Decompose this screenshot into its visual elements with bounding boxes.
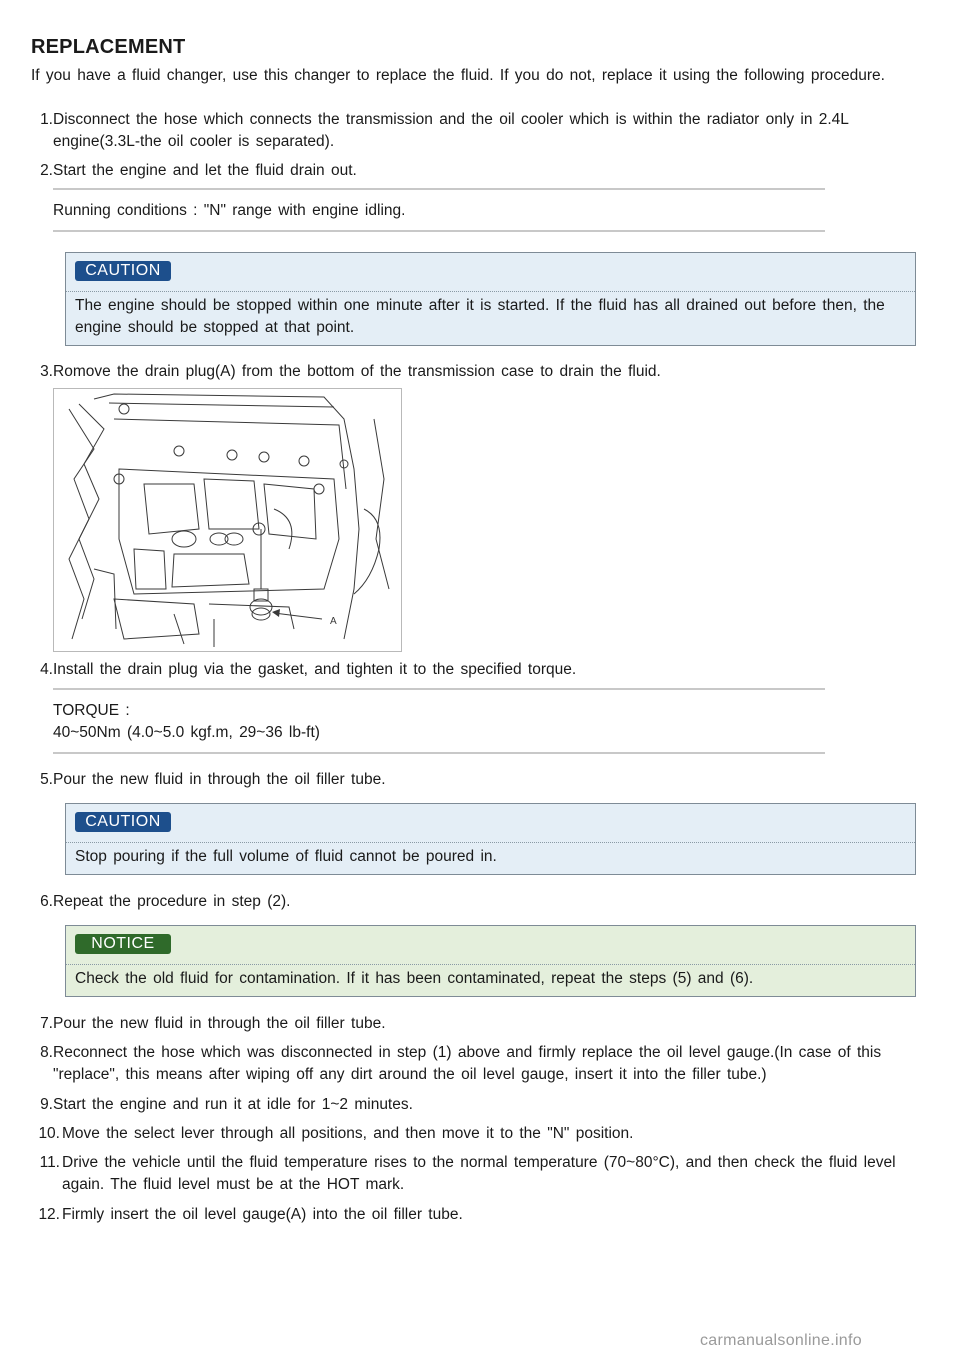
spec-torque xyxy=(53,688,825,754)
step-text: Reconnect the hose which was disconnected in step (1) above and firmly replace the oil level gauge.(In case of this "replace", this means after wiping off any dirt around the oil level gauge, insert it into the filler tube.) xyxy=(53,1044,882,1083)
drain-plug-figure xyxy=(53,388,402,652)
step-text: Start the engine and let the fluid drain out. xyxy=(53,162,357,179)
step-text: Disconnect the hose which connects the transmission and the oil cooler which is within the radiator only in 2.4L engine(3.3L-the oil cooler is separated). xyxy=(53,111,849,150)
step-4 xyxy=(31,659,911,681)
caution-badge: CAUTION xyxy=(75,261,171,281)
step-number: 1. xyxy=(40,111,53,128)
step-3 xyxy=(31,361,911,383)
step-text: Drive the vehicle until the fluid temperature rises to the normal temperature (70~80°C), and then check the fluid level again. The fluid level must be at the HOT mark. xyxy=(62,1154,896,1193)
step-number: 2. xyxy=(40,162,53,179)
step-text: Pour the new fluid in through the oil filler tube. xyxy=(53,771,386,788)
step-1 xyxy=(31,109,911,153)
caution-text: The engine should be stopped within one minute after it is started. If the fluid has all drained out before then, the engine should be stopped at that point. xyxy=(75,297,885,336)
step-6 xyxy=(31,891,911,913)
step-number: 7. xyxy=(40,1015,53,1032)
figure-label-a: A xyxy=(330,616,337,627)
divider xyxy=(66,291,915,292)
page-title: REPLACEMENT xyxy=(31,36,186,58)
step-number: 10. xyxy=(38,1125,60,1142)
step-number: 5. xyxy=(40,771,53,788)
step-number: 6. xyxy=(40,893,53,910)
torque-label: TORQUE : xyxy=(53,702,130,719)
caution-badge: CAUTION xyxy=(75,812,171,832)
watermark[interactable]: carmanualsonline.info xyxy=(700,1332,862,1349)
step-9 xyxy=(31,1094,911,1116)
notice-text: Check the old fluid for contamination. If it has been contaminated, repeat the steps (5) and (6). xyxy=(75,970,754,987)
step-number: 8. xyxy=(40,1044,53,1061)
step-text: Repeat the procedure in step (2). xyxy=(53,893,291,910)
step-number: 3. xyxy=(40,363,53,380)
step-8 xyxy=(31,1042,911,1086)
spec-running-conditions xyxy=(53,188,825,232)
notice-badge: NOTICE xyxy=(75,934,171,954)
step-text: Romove the drain plug(A) from the bottom of the transmission case to drain the fluid. xyxy=(53,363,661,380)
step-number: 9. xyxy=(40,1096,53,1113)
step-12 xyxy=(31,1204,911,1226)
step-7 xyxy=(31,1013,911,1035)
intro-paragraph: If you have a fluid changer, use this changer to replace the fluid. If you do not, replace it using the following procedure. xyxy=(31,67,885,84)
transmission-illustration xyxy=(54,389,401,651)
step-number: 11. xyxy=(39,1154,60,1171)
step-text: Start the engine and run it at idle for 1~2 minutes. xyxy=(53,1096,413,1113)
step-text: Move the select lever through all positions, and then move it to the "N" position. xyxy=(62,1125,634,1142)
spec-text: Running conditions : "N" range with engine idling. xyxy=(53,202,406,219)
notice-box xyxy=(65,925,916,997)
step-text: Install the drain plug via the gasket, and tighten it to the specified torque. xyxy=(53,661,577,678)
divider xyxy=(66,964,915,965)
caution-box-2 xyxy=(65,803,916,875)
step-11 xyxy=(31,1152,911,1196)
torque-value: 40~50Nm (4.0~5.0 kgf.m, 29~36 lb-ft) xyxy=(53,724,320,741)
caution-box-1 xyxy=(65,252,916,346)
step-text: Pour the new fluid in through the oil filler tube. xyxy=(53,1015,386,1032)
step-text: Firmly insert the oil level gauge(A) into the oil filler tube. xyxy=(62,1206,463,1223)
step-2 xyxy=(31,160,911,182)
step-number: 4. xyxy=(40,661,53,678)
caution-text: Stop pouring if the full volume of fluid cannot be poured in. xyxy=(75,848,497,865)
divider xyxy=(66,842,915,843)
step-10 xyxy=(31,1123,911,1145)
step-number: 12. xyxy=(38,1206,60,1223)
step-5 xyxy=(31,769,911,791)
